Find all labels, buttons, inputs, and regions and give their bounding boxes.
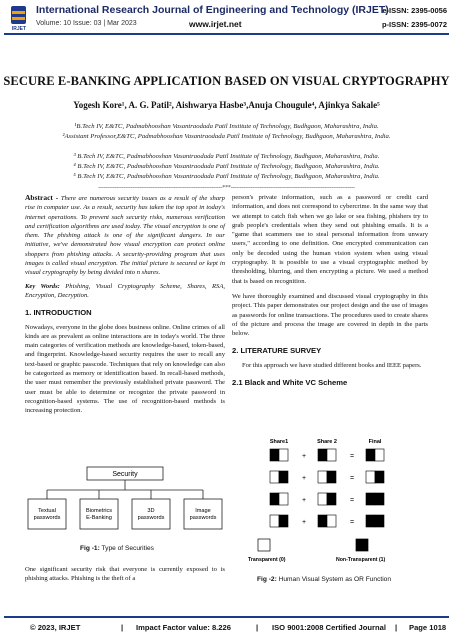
- fig2-transparent-swatch: [258, 539, 270, 551]
- keywords-text: Phishing, Visual Cryptography Scheme, Shares, RSA, Encryption, Decryption.: [25, 282, 225, 299]
- fig2-subpixel: [279, 515, 288, 527]
- fig2-plus: +: [301, 453, 307, 460]
- fig2-caption: [257, 576, 391, 583]
- fig2-subpixel: [366, 515, 375, 527]
- fig2-subpixel: [366, 449, 375, 461]
- header-rule: [4, 33, 449, 35]
- fig1-box-textual: [28, 499, 66, 529]
- fig1-child-label: Image: [195, 508, 211, 514]
- fig2-subpixel: [318, 493, 327, 505]
- fig2-subpixel: [375, 471, 384, 483]
- phishing-paragraph-cont: person's private information, such as a password or credit card information, and does not correspond to cybercrime. In the same way that we attempt to catch fish when we go lake or sea fishing, phishers try to grab people's credentials when they send out phishing emails. It is a "game that scammers use to steal personal information from unwary users," according to one definition. One encrypted communication can only be decoded using the human vision system when using visual cryptography. It is possible to use a visual cryptographic method by thresholding, blurring, and then encrypting a picture. We used a method that is based on recognition.: [232, 194, 428, 285]
- fig2-subpixel: [366, 471, 375, 483]
- fig2-col-label: Share 2: [317, 439, 337, 445]
- fig1-child-label: 3D: [147, 508, 155, 514]
- project-paragraph: We have thoroughly examined and discussed visual cryptography in this project. This paper demonstrates our project design and the use of images as passwords for online transactions. The procedures used to create shares of the picture and process the image are covered in depth in the parts below.: [232, 292, 428, 338]
- fig2-subpixel: [375, 515, 384, 527]
- fig2-subpixel: [375, 449, 384, 461]
- fig1-caption: [80, 545, 154, 552]
- lit-paragraph: For this approach we have studied different books and IEEE papers.: [242, 361, 422, 369]
- affiliation-3: ³ B.Tech IV, E&TC, Padmabhooshan Vasantraodada Patil Institute of Technology, Budhgaon, Maharashtra, India.: [73, 153, 380, 160]
- lit-heading: 2. LITERATURE SURVEY: [232, 346, 322, 356]
- footer-page: Page 1018: [409, 623, 447, 632]
- fig2-equals: =: [349, 475, 355, 482]
- footer-divider-1: |: [121, 623, 124, 632]
- fig1-box-biometrics: [80, 499, 118, 529]
- fig1-box-3d: [132, 499, 170, 529]
- paper-authors: Yogesh Kore¹, A. G. Patil², Aishwarya Hasbe³,Anuja Chougule⁴, Ajinkya Sakale⁵: [73, 100, 380, 110]
- abstract: [25, 193, 225, 278]
- abstract-text: There are numerous security issues as a result of the sharp rise in computer use. As a result, security has taken the top spot in today's internet operations. To prevent such security risks, numerous verification and certification algorithms are used today. The visual encryption is one of them. The phishing attack is one of the significant dangers. In our initiative, we've demonstrated how visual encryption can protect online shoppers from phishing attacks. A security-providing program that uses images is called visual encryption. The initial picture is secured or kept in visual cryptography by being divided into n shares.: [25, 195, 225, 277]
- fig2-subpixel: [270, 471, 279, 483]
- footer-divider-3: |: [395, 623, 398, 632]
- journal-logo: [5, 2, 33, 30]
- fig2-transparent-label: Transparent (0): [248, 557, 286, 563]
- fig2-plus: +: [301, 519, 307, 526]
- fig2-subpixel: [270, 515, 279, 527]
- intro-heading: 1. INTRODUCTION: [25, 308, 92, 318]
- fig2-col-label: Final: [368, 439, 382, 445]
- fig1-caption-text: Type of Securities: [99, 545, 154, 552]
- journal-header: [0, 0, 453, 42]
- keywords: [25, 282, 225, 301]
- affiliation-4: ⁴ B.Tech IV, E&TC, Padmabhooshan Vasantraodada Patil Institute of Technology, Budhgaon, Maharashtra, India.: [73, 163, 380, 170]
- fig2-plus: +: [301, 497, 307, 504]
- phishing-paragraph-start: One significant security risk that everyone is currently exposed to is phishing attacks. Phishing is the theft of a: [25, 566, 225, 583]
- footer-iso: ISO 9001:2008 Certified Journal: [272, 623, 386, 632]
- eissn: e-ISSN: 2395-0056: [382, 6, 447, 15]
- pissn: p-ISSN: 2395-0072: [381, 20, 447, 29]
- fig2-equals: =: [349, 519, 355, 526]
- right-column: [232, 193, 428, 392]
- fig2-subpixel: [318, 471, 327, 483]
- fig2-subpixel: [279, 449, 288, 461]
- fig2-subpixel: [327, 471, 336, 483]
- paper-title: SECURE E-BANKING APPLICATION BASED ON VISUAL CRYPTOGRAPHY: [3, 74, 450, 88]
- fig2-subpixel: [270, 449, 279, 461]
- intro-paragraph: Nowadays, everyone in the globe does business online. Online crimes of all kinds are as prevalent as online interactions are in today's world. The three main categories of verification methods are knowledge-based, token-based, and fingerprint. Knowledge-based security requires the user to recall any text-based or graphic passcode. Techniques that rely on knowledge can also be categorized as memory or identification based. In recall-based methods, the user must remember the previously established private password. The user must be able to determine or recognize the private password in recognition-based systems. The use of recognition-based methods is increasing protection.: [25, 323, 225, 415]
- fig2-diagram: [240, 435, 420, 570]
- fig1-caption-label: Fig -1:: [80, 545, 100, 552]
- fig2-subpixel: [327, 449, 336, 461]
- fig2-nontransparent-label: Non-Transparent (1): [336, 557, 386, 563]
- fig1-child-label: passwords: [189, 515, 217, 521]
- bw-heading: 2.1 Black and White VC Scheme: [232, 378, 348, 388]
- section-separator: ---------------------------------------------------------------------***---------------------------------------------------------------------: [98, 185, 355, 191]
- fig1-child-label: E-Banking: [86, 515, 112, 521]
- affiliation-2: ²Assistant Professor,E&TC, Padmabhooshan Vasantraodada Patil Institute of Technology, Budhgaon, Maharashtra, India.: [62, 133, 391, 140]
- fig2-nontransparent-swatch: [356, 539, 368, 551]
- fig2-equals: =: [349, 497, 355, 504]
- fig2-or-function: [240, 435, 420, 570]
- keywords-label: Key Words:: [25, 282, 60, 290]
- affiliation-1: ¹B.Tech IV, E&TC, Padmabhooshan Vasantraodada Patil Institute of Technology, Budhgaon, Maharashtra, India.: [74, 123, 379, 130]
- footer-divider-2: |: [256, 623, 259, 632]
- footer-impact: Impact Factor value: 8.226: [136, 623, 231, 632]
- affiliation-5: ⁵ B.Tech IV, E&TC, Padmabhooshan Vasantraodada Patil Institute of Technology, Budhgaon, Maharashtra, India.: [73, 173, 380, 180]
- logo-text: IRJET: [11, 26, 27, 32]
- fig2-caption-label: Fig -2:: [257, 576, 277, 583]
- fig2-subpixel: [366, 493, 375, 505]
- fig1-diagram: [25, 463, 225, 535]
- fig2-plus: +: [301, 475, 307, 482]
- fig2-subpixel: [279, 493, 288, 505]
- volume-issue: Volume: 10 Issue: 03 | Mar 2023: [36, 20, 137, 27]
- fig1-root-label: Security: [112, 471, 138, 478]
- left-column: [25, 193, 225, 420]
- footer-rule: [4, 616, 449, 618]
- fig2-subpixel: [270, 493, 279, 505]
- journal-website[interactable]: www.irjet.net: [189, 19, 242, 29]
- fig1-box-image: [184, 499, 222, 529]
- journal-name: International Research Journal of Engineering and Technology (IRJET): [36, 4, 389, 16]
- fig1-security-tree: [25, 463, 225, 535]
- fig2-subpixel: [318, 449, 327, 461]
- footer-copyright: © 2023, IRJET: [30, 623, 81, 632]
- fig2-subpixel: [318, 515, 327, 527]
- fig2-col-label: Share1: [269, 439, 289, 445]
- fig2-equals: =: [349, 453, 355, 460]
- fig1-child-label: passwords: [137, 515, 165, 521]
- fig2-caption-text: Human Visual System as OR Function: [276, 576, 391, 583]
- fig2-subpixel: [327, 515, 336, 527]
- fig1-child-label: Biometrics: [85, 508, 113, 514]
- fig1-child-label: passwords: [33, 515, 61, 521]
- fig1-child-label: Textual: [38, 508, 56, 514]
- fig2-subpixel: [375, 493, 384, 505]
- fig2-subpixel: [279, 471, 288, 483]
- fig2-subpixel: [327, 493, 336, 505]
- abstract-label: Abstract -: [25, 193, 59, 202]
